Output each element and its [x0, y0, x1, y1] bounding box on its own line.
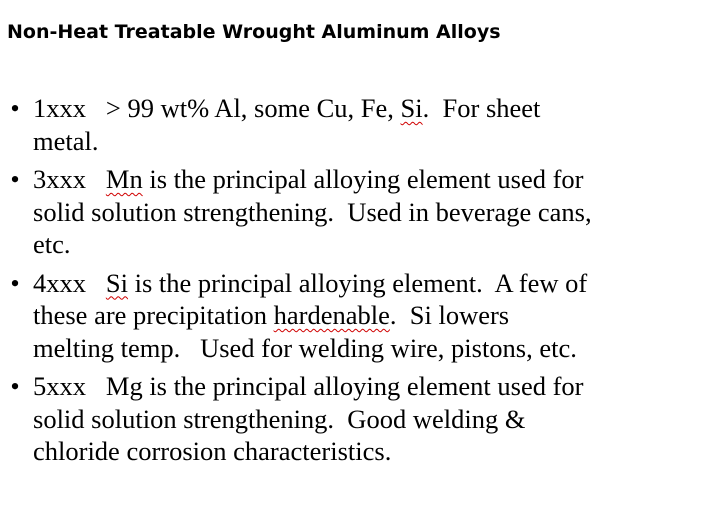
bullet-line [33, 125, 716, 158]
text-run: metal. [33, 125, 99, 156]
bullet-line [33, 163, 716, 196]
text-run: these are precipitation [33, 300, 274, 330]
text-run: . Si lowers [389, 300, 510, 330]
text-run: solid solution strengthening. Used in beverage cans, [33, 196, 592, 227]
bullet-item-5xxx [0, 370, 716, 468]
bullet-dot-icon: • [10, 93, 20, 123]
text-run: 3xxx [33, 164, 106, 194]
text-run: 5xxx Mg is the principal alloying element used for [33, 371, 584, 401]
bullet-item-1xxx [0, 92, 716, 157]
spellcheck-word: hardenable [273, 300, 390, 330]
spellcheck-word: Si [105, 267, 128, 298]
text-run: chloride corrosion characteristics. [33, 436, 392, 466]
text-run: 1xxx > 99 wt% Al, some Cu, Fe, [33, 93, 401, 123]
text-run: solid solution strengthening. Good welding & [33, 403, 526, 434]
bullet-line [33, 299, 716, 332]
spellcheck-word: Mn [105, 164, 143, 194]
bullet-line [33, 370, 716, 403]
bullet-dot-icon: • [10, 164, 20, 194]
bullet-dot-icon: • [10, 371, 20, 401]
spellcheck-word: Si [400, 93, 423, 123]
bullet-dot-icon: • [10, 267, 20, 298]
text-run: 4xxx [33, 267, 106, 298]
bullet-line [33, 228, 716, 261]
text-run: is the principal alloying element. A few of [127, 267, 588, 298]
text-run: . For sheet [422, 93, 541, 123]
text-run: is the principal alloying element used for [142, 164, 584, 194]
bullet-line [33, 196, 716, 229]
slide-title: Non-Heat Treatable Wrought Aluminum Alloys [7, 21, 501, 43]
bullet-list [0, 92, 716, 468]
bullet-line [33, 92, 716, 125]
text-run: melting temp. Used for welding wire, pistons, etc. [33, 332, 577, 363]
bullet-item-4xxx [0, 267, 716, 365]
bullet-item-3xxx [0, 163, 716, 261]
text-run: etc. [33, 229, 71, 259]
bullet-line [33, 332, 716, 365]
bullet-line [33, 267, 716, 300]
bullet-line [33, 435, 716, 468]
bullet-line [33, 403, 716, 436]
